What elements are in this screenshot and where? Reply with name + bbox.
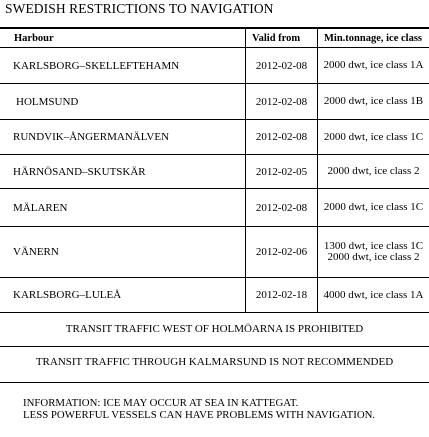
min-tonnage-cell — [317, 227, 429, 277]
harbour-cell: RUNDVIK–ÅNGERMANÄLVEN — [13, 131, 170, 143]
table-header — [0, 29, 429, 48]
valid-from-cell: 2012-02-06 — [245, 227, 317, 277]
header-harbour: Harbour — [14, 32, 54, 44]
divider — [0, 346, 429, 347]
harbour-cell: VÄNERN — [13, 246, 59, 258]
page-title: SWEDISH RESTRICTIONS TO NAVIGATION — [5, 1, 274, 16]
table-row — [0, 278, 429, 313]
valid-from-cell: 2012-02-08 — [245, 120, 317, 154]
min-tonnage-line: 2000 dwt, ice class 1A — [323, 59, 424, 71]
table-row — [0, 189, 429, 227]
harbour-cell: HOLMSUND — [16, 95, 79, 108]
valid-from-cell: 2012-02-08 — [245, 48, 317, 83]
divider — [0, 382, 429, 383]
table-row — [0, 84, 429, 120]
valid-from-cell: 2012-02-08 — [245, 84, 317, 119]
min-tonnage-cell — [317, 120, 429, 154]
information-notice — [23, 397, 375, 421]
restrictions-table — [0, 27, 429, 313]
valid-from-cell: 2012-02-08 — [245, 189, 317, 226]
min-tonnage-line: 4000 dwt, ice class 1A — [323, 288, 424, 301]
information-line: INFORMATION: ICE MAY OCCUR AT SEA IN KATTEGAT. — [23, 397, 299, 409]
header-min-tonnage: Min.tonnage, ice class — [317, 29, 429, 47]
min-tonnage-line: 2000 dwt, ice class 1C — [323, 130, 424, 143]
min-tonnage-line: 1300 dwt, ice class 1C — [323, 240, 424, 252]
holmoarna-notice: TRANSIT TRAFFIC WEST OF HOLMÖARNA IS PROHIBITED — [65, 323, 364, 335]
harbour-cell: KARLSBORG–LULEÅ — [13, 289, 122, 301]
valid-from-cell: 2012-02-05 — [245, 155, 317, 188]
min-tonnage-line: 2000 dwt, ice class 1C — [323, 201, 424, 213]
min-tonnage-cell — [317, 155, 429, 188]
min-tonnage-cell — [317, 84, 429, 119]
harbour-cell: HÄRNÖSAND–SKUTSKÄR — [13, 165, 146, 178]
harbour-cell: KARLSBORG–SKELLEFTEHAMN — [13, 59, 180, 72]
min-tonnage-line: 2000 dwt, ice class 2 — [327, 251, 420, 263]
min-tonnage-cell — [317, 189, 429, 226]
min-tonnage-cell — [317, 48, 429, 83]
table-row — [0, 120, 429, 155]
information-line: LESS POWERFUL VESSELS CAN HAVE PROBLEMS WITH NAVIGATION. — [23, 409, 376, 421]
valid-from-cell: 2012-02-18 — [245, 278, 317, 312]
table-row — [0, 227, 429, 278]
table-row — [0, 155, 429, 189]
harbour-cell: MÄLAREN — [13, 201, 68, 214]
table-row — [0, 48, 429, 84]
min-tonnage-line: 2000 dwt, ice class 2 — [327, 165, 420, 177]
min-tonnage-cell — [317, 278, 429, 312]
min-tonnage-line: 2000 dwt, ice class 1B — [323, 95, 424, 107]
kalmarsund-notice: TRANSIT TRAFFIC THROUGH KALMARSUND IS NOT RECOMMENDED — [35, 356, 394, 368]
header-valid-from: Valid from — [245, 29, 317, 47]
